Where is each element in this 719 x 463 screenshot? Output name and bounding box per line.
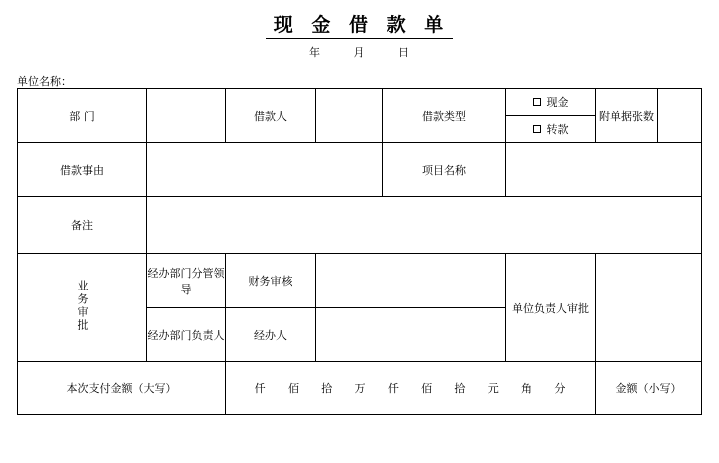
amount-digit-cell: 元 (487, 382, 500, 395)
amount-digit-cell: 佰 (287, 382, 300, 395)
page-title (0, 10, 719, 37)
cell-project-value[interactable] (506, 143, 702, 197)
checkbox-cash-icon[interactable] (533, 98, 541, 106)
date-year-label: 年 (309, 46, 321, 59)
cell-pay-amount-label: 本次支付金额（大写） (18, 362, 226, 415)
cell-finance-audit-value[interactable] (316, 254, 506, 308)
cell-department-label: 部 门 (18, 89, 147, 143)
amount-digit-cell: 分 (554, 382, 567, 395)
date-day-label: 日 (398, 46, 410, 59)
cell-type-transfer-label: 转款 (546, 123, 569, 136)
amount-digit-cell: 万 (354, 382, 367, 395)
cell-handler-value[interactable] (316, 308, 506, 362)
page-title-text: 现 金 借 款 单 (266, 14, 453, 39)
cell-amount-digits[interactable] (226, 362, 596, 415)
amount-digit-cell: 拾 (454, 382, 467, 395)
cell-approval-label (18, 254, 147, 362)
table-row (18, 143, 702, 197)
cell-type-cash-label: 现金 (546, 96, 569, 109)
amount-digit-cell: 仟 (387, 382, 400, 395)
table-row (18, 197, 702, 254)
table-row (18, 362, 702, 415)
cell-borrower-label: 借款人 (226, 89, 316, 143)
checkbox-transfer-icon[interactable] (533, 125, 541, 133)
cell-approval-extra-value[interactable] (596, 254, 702, 362)
amount-digit-row (226, 380, 595, 396)
cell-remark-value[interactable] (147, 197, 702, 254)
cell-type-cash[interactable] (506, 89, 596, 116)
loan-form-table (17, 88, 702, 415)
cell-project-label: 项目名称 (383, 143, 506, 197)
table-row (18, 254, 702, 308)
unit-name-label: 单位名称： (17, 75, 72, 88)
cell-attach-label: 附单据张数 (596, 89, 658, 143)
cell-type-transfer[interactable] (506, 116, 596, 143)
cell-handler-label: 经办人 (226, 308, 316, 362)
cell-dept-leader-label: 经办部门分管领导 (147, 254, 226, 308)
cell-reason-label: 借款事由 (18, 143, 147, 197)
date-month-label: 月 (353, 46, 366, 59)
cell-unit-head-label: 单位负责人审批 (506, 254, 596, 362)
amount-digit-cell: 佰 (421, 382, 434, 395)
cell-loan-type-label: 借款类型 (383, 89, 506, 143)
cell-approval-label-text: 业务审批 (76, 280, 90, 332)
amount-digit-cell: 仟 (254, 382, 267, 395)
table-row (18, 89, 702, 116)
cell-dept-manager-label: 经办部门负责人 (147, 308, 226, 362)
cell-reason-value[interactable] (147, 143, 383, 197)
cell-borrower-value[interactable] (316, 89, 383, 143)
cell-attach-value[interactable] (658, 89, 702, 143)
cell-department-value[interactable] (147, 89, 226, 143)
cell-amount-small-label: 金额（小写） (596, 362, 702, 415)
cell-finance-audit-label: 财务审核 (226, 254, 316, 308)
amount-digit-cell: 角 (521, 382, 534, 395)
cell-remark-label: 备注 (18, 197, 147, 254)
amount-digit-cell: 拾 (321, 382, 334, 395)
date-line (0, 44, 719, 60)
